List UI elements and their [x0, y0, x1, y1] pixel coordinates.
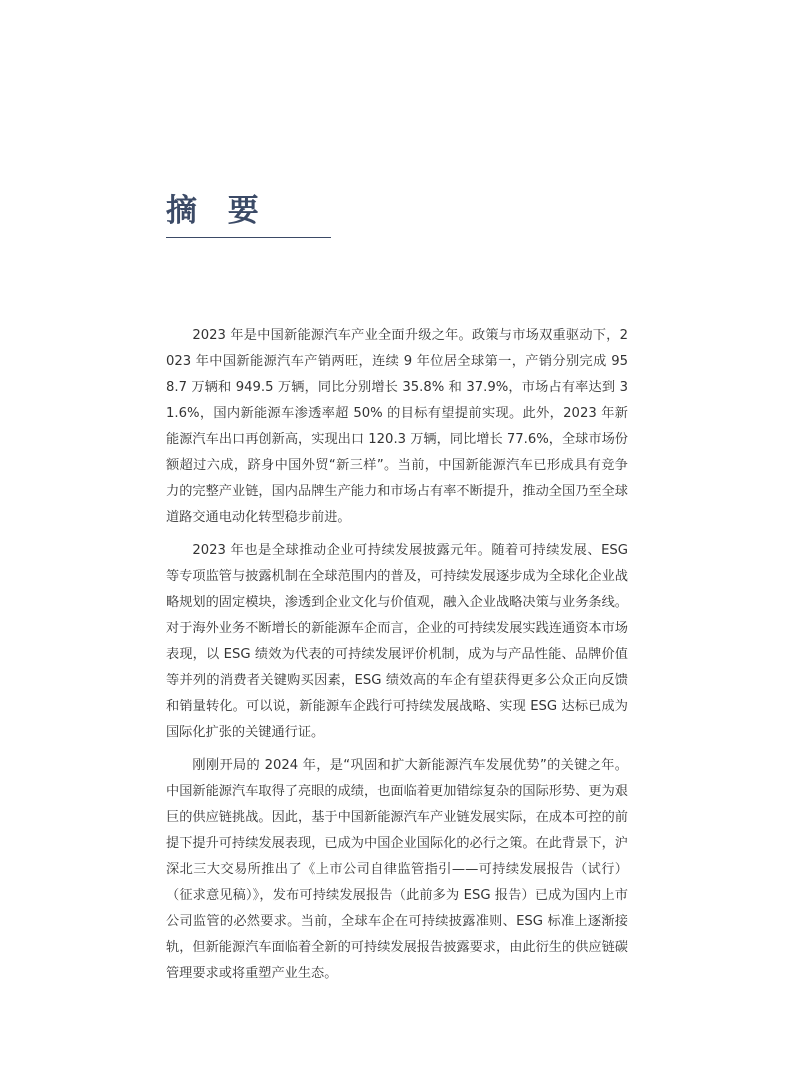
paragraph-2: 2023 年也是全球推动企业可持续发展披露元年。随着可持续发展、ESG 等专项监管与披露机制在全球范围内的普及，可持续发展逐步成为全球化企业战略规划的固定模块，渗透到企业文化与价值观，融入企业战略决策与业务条线。对于海外业务不断增长的新能源车企而言，企业的可持续发展实践连通资本市场表现，以 ESG 绩效为代表的可持续发展评价机制，成为与产品性能、品牌价值等并列的消费者关键购买因素，ESG 绩效高的车企有望获得更多公众正向反馈和销量转化。可以说，新能源车企践行可持续发展战略、实现 ESG 达标已成为国际化扩张的关键通行证。 — [166, 543, 628, 740]
section-header — [166, 188, 331, 238]
section-title: 摘 要 — [166, 193, 269, 229]
abstract-body — [166, 323, 628, 994]
paragraph-3: 刚刚开局的 2024 年，是“巩固和扩大新能源汽车发展优势”的关键之年。中国新能源汽车取得了亮眼的成绩，也面临着更加错综复杂的国际形势、更为艰巨的供应链挑战。因此，基于中国新能源汽车产业链发展实际，在成本可控的前提下提升可持续发展表现，已成为中国企业国际化的必行之策。在此背景下，沪深北三大交易所推出了《上市公司自律监管指引——可持续发展报告（试行）（征求意见稿）》，发布可持续发展报告（此前多为 ESG 报告）已成为国内上市公司监管的必然要求。当前，全球车企在可持续披露准则、ESG 标准上逐渐接轨，但新能源汽车面临着全新的可持续发展报告披露要求，由此衍生的供应链碳管理要求或将重塑产业生态。 — [166, 758, 628, 981]
title-underline — [166, 237, 331, 238]
paragraph-1: 2023 年是中国新能源汽车产业全面升级之年。政策与市场双重驱动下，2023 年中国新能源汽车产销两旺，连续 9 年位居全球第一，产销分别完成 958.7 万辆和 949.5 万辆，同比分别增长 35.8% 和 37.9%，市场占有率达到 31.6%，国内新能源车渗透率超 50% 的目标有望提前实现。此外，2023 年新能源汽车出口再创新高，实现出口 120.3 万辆，同比增长 77.6%，全球市场份额超过六成，跻身中国外贸“新三样”。当前，中国新能源汽车已形成具有竞争力的完整产业链，国内品牌生产能力和市场占有率不断提升，推动全国乃至全球道路交通电动化转型稳步前进。 — [166, 328, 628, 525]
